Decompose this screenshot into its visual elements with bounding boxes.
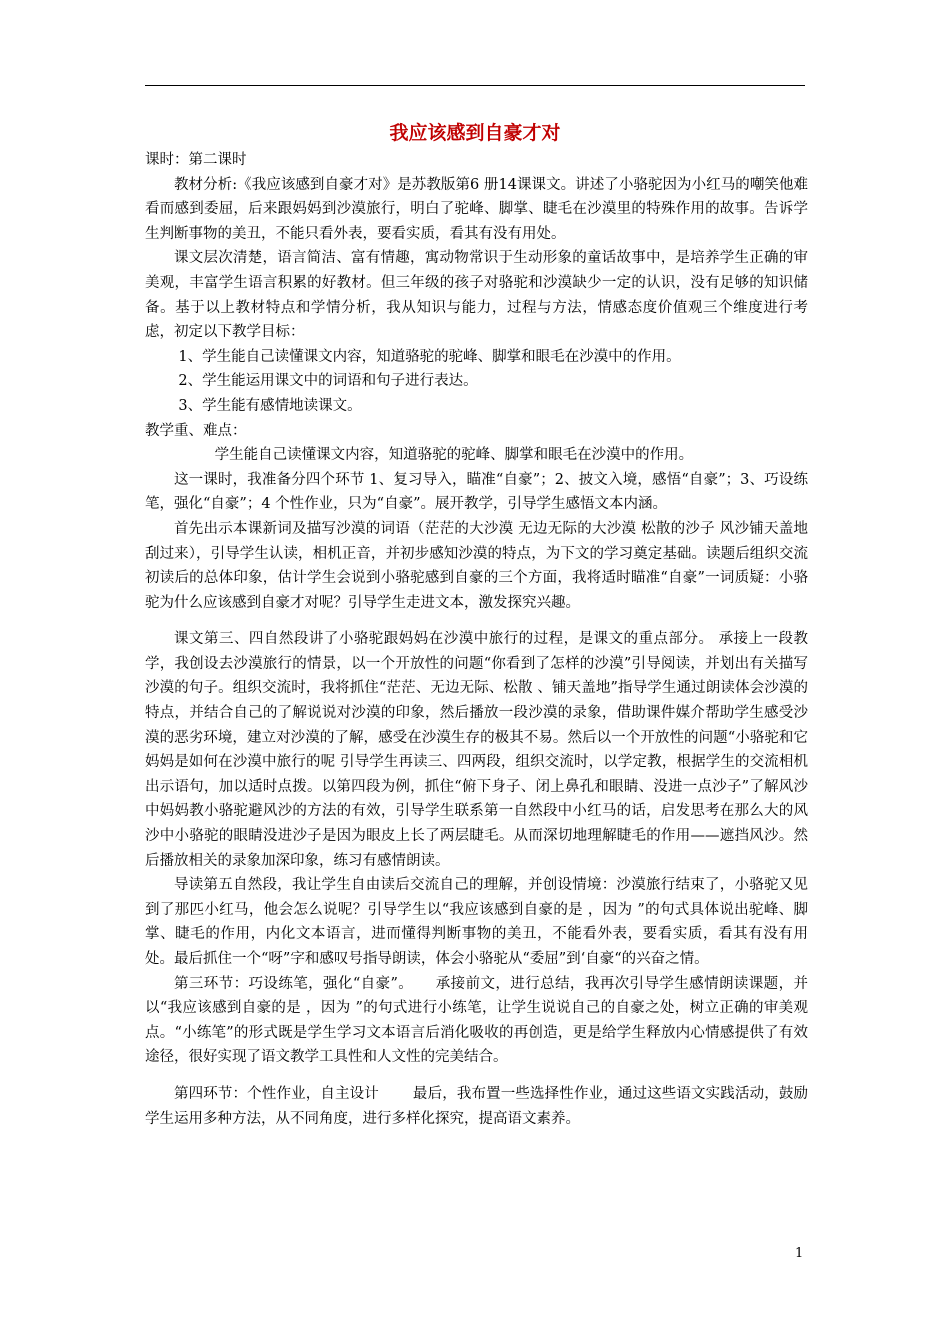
teaching-goal-1: 1、学生能自己读懂课文内容，知道骆驼的驼峰、脚掌和眼毛在沙漠中的作用。 bbox=[178, 348, 681, 365]
paragraph-fifth-section: 导读第五自然段，我让学生自由读后交流自己的理解，并创设情境：沙漠旅行结束了，小骆驼又见到了那匹小红马，他会怎么说呢？引导学生以“我应该感到自豪的是 ，因为 ”的句式具体说出驼峰、脚掌、睫毛的作用，内化文本语言，进而懂得判断事物的美丑，不能看外表，要看实质，看其有没有用处。最后抓住一个“呀”字和感叹号指导朗读，体会小骆驼从“委屈”到‘自豪“的兴奋之情。 bbox=[145, 877, 808, 967]
teaching-goal-3: 3、学生能有感情地读课文。 bbox=[178, 397, 362, 414]
paragraph-material-analysis: 教材分析:《我应该感到自豪才对》是苏教版第6 册14课课文。讲述了小骆驼因为小红马的嘲笑他难看而感到委屈，后来跟妈妈到沙漠旅行，明白了驼峰、脚掌、睫毛在沙漠里的特殊作用的故事。告诉学生判断事物的美丑，不能只看外表，要看实质，看其有没有用处。 bbox=[145, 176, 808, 242]
document-body bbox=[145, 148, 808, 1131]
paragraph-step-one: 首先出示本课新词及描写沙漠的词语（茫茫的大沙漠 无边无际的大沙漠 松散的沙子 风沙铺天盖地刮过来），引导学生认读，相机正音，并初步感知沙漠的特点，为下文的学习奠定基础。读题后组织交流初读后的总体印象，估计学生会说到小骆驼感到自豪的三个方面，我将适时瞄准“自豪”一词质疑：小骆驼为什么应该感到自豪才对呢？引导学生走进文本，激发探究兴趣。 bbox=[145, 520, 808, 611]
key-points-text: 学生能自己读懂课文内容，知道骆驼的驼峰、脚掌和眼毛在沙漠中的作用。 bbox=[214, 447, 694, 464]
paragraph-step-three: 第三环节：巧设练笔，强化“自豪”。 承接前文，进行总结，我再次引导学生感情朗读课题，并以“我应该感到自豪的是 ，因为 ”的句式进行小练笔，让学生说说自己的自豪之处，树立正确的审美观点。“小练笔”的形式既是学生学习文本语言后消化吸收的再创造，更是给学生释放内心情感提供了有效途径，很好实现了语文教学工具性和人文性的完美结合。 bbox=[145, 975, 808, 1066]
teaching-goal-2: 2、学生能运用课文中的词语和句子进行表达。 bbox=[178, 373, 478, 390]
paragraph-four-steps: 这一课时，我准备分四个环节 1、复习导入，瞄准“自豪”；2、披文入境，感悟“自豪”；3、巧设练笔，强化“自豪”；4 个性作业，只为“自豪”。展开教学，引导学生感悟文本内涵。 bbox=[145, 471, 808, 513]
document-title: 我应该感到自豪才对 bbox=[389, 122, 561, 144]
header-rule bbox=[145, 85, 805, 86]
paragraph-text-structure: 课文层次清楚，语言简洁、富有情趣，寓动物常识于生动形象的童话故事中，是培养学生正确的审美观，丰富学生语言积累的好教材。但三年级的孩子对骆驼和沙漠缺少一定的认识，没有足够的知识储备。基于以上教材特点和学情分析，我从知识与能力，过程与方法，情感态度价值观三个维度进行考虑，初定以下教学目标： bbox=[145, 250, 808, 341]
page-number: 1 bbox=[795, 1246, 804, 1261]
lesson-time: 课时：第二课时 bbox=[145, 152, 247, 168]
paragraph-step-four: 第四环节：个性作业，自主设计 最后，我布置一些选择性作业，通过这些语文实践活动，鼓励学生运用多种方法，从不同角度，进行多样化探究，提高语文素养。 bbox=[145, 1085, 808, 1127]
key-points-heading: 教学重、难点： bbox=[145, 422, 247, 439]
paragraph-step-two: 课文第三、四自然段讲了小骆驼跟妈妈在沙漠中旅行的过程，是课文的重点部分。 承接上一段教学，我创设去沙漠旅行的情景，以一个开放性的问题“你看到了怎样的沙漠”引导阅读，并划出有关描写沙漠的句子。组织交流时，我将抓住“茫茫、无边无际、松散 、铺天盖地”指导学生通过朗读体会沙漠的特点，并结合自己的了解说说对沙漠的印象，然后播放一段沙漠的录象，借助课件媒介帮助学生感受沙漠的恶劣环境，建立对沙漠的了解，感受在沙漠生存的极其不易。然后以一个开放性的问题“小骆驼和它妈妈是如何在沙漠中旅行的呢 引导学生再读三、四两段，组织交流时，以学定教，根据学生的交流相机出示语句，加以适时点拨。以第四段为例，抓住“俯下身子、闭上鼻孔和眼睛、没进一点沙子”了解风沙中妈妈教小骆驼避风沙的方法的有效，引导学生联系第一自然段中小红马的话，启发思考在那么大的风沙中小骆驼的眼睛没进沙子是因为眼皮上长了两层睫毛。从而深切地理解睫毛的作用——遮挡风沙。然后播放相关的录象加深印象，练习有感情朗读。 bbox=[145, 631, 808, 869]
